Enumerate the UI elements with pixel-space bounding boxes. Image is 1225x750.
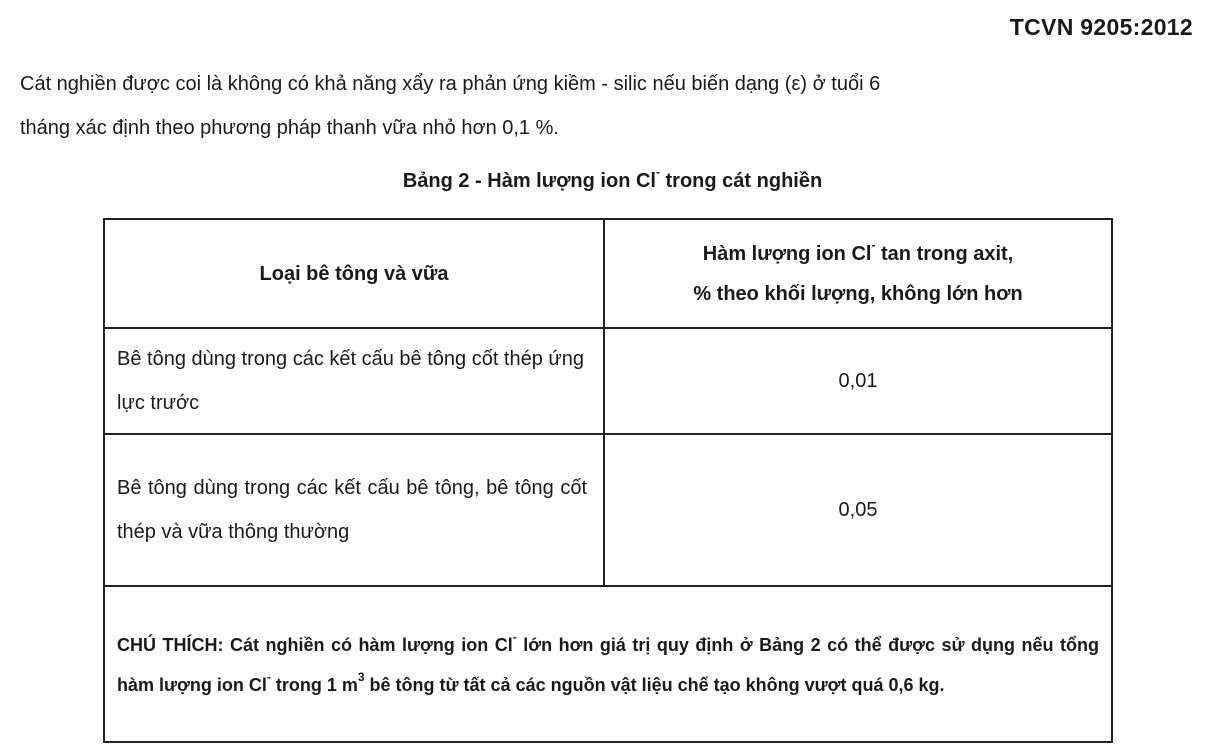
header-col2-text-end: tan trong axit,	[875, 242, 1014, 265]
caption-superscript: -	[655, 165, 660, 180]
note-text-2: lớn hơn giá trị quy định ở Bảng 2 có thể được sử dụng nếu tổng hàm lượng ion Cl	[117, 635, 1099, 695]
header-concrete-type: Loại bê tông và vữa	[104, 219, 604, 328]
table-header-row	[104, 219, 1112, 328]
row-chloride-value: 0,05	[604, 434, 1112, 586]
table-note	[104, 586, 1112, 742]
intro-line-2: tháng xác định theo phương pháp thanh vữa nhỏ hơn 0,1 %.	[20, 117, 559, 139]
standard-code: TCVN 9205:2012	[1009, 14, 1193, 40]
chloride-content-table	[103, 218, 1113, 743]
note-text-4: bê tông từ tất cả các nguồn vật liệu chế tạo không vượt quá 0,6 kg.	[364, 675, 945, 695]
row-concrete-type: Bê tông dùng trong các kết cấu bê tông cốt thép ứng lực trước	[104, 328, 604, 434]
row-chloride-value: 0,01	[604, 328, 1112, 434]
note-superscript-2: -	[266, 670, 271, 684]
intro-line-1: Cát nghiền được coi là không có khả năng xẩy ra phản ứng kiềm - silic nếu biến dạng (ε) ở tuổi 6	[20, 73, 881, 95]
header-col2-superscript: -	[871, 237, 876, 252]
note-text-3: trong 1 m	[270, 675, 358, 695]
note-superscript-3: 3	[357, 670, 365, 684]
header-chloride-content	[604, 219, 1112, 328]
row-concrete-type: Bê tông dùng trong các kết cấu bê tông, bê tông cốt thép và vữa thông thường	[104, 434, 604, 586]
table-caption	[0, 165, 1225, 193]
header-col2-text: Hàm lượng ion Cl	[702, 242, 872, 265]
table-note-row	[104, 586, 1112, 742]
table-row	[104, 434, 1112, 586]
intro-paragraph	[20, 62, 1200, 150]
table-row	[104, 328, 1112, 434]
caption-text: Bảng 2 - Hàm lượng ion Cl	[402, 170, 656, 192]
caption-text-end: trong cát nghiền	[659, 170, 823, 192]
note-superscript-1: -	[512, 630, 517, 644]
header-col2-line2: % theo khối lượng, không lớn hơn	[693, 282, 1023, 305]
note-text-1: CHÚ THÍCH: Cát nghiền có hàm lượng ion Cl	[117, 635, 513, 655]
